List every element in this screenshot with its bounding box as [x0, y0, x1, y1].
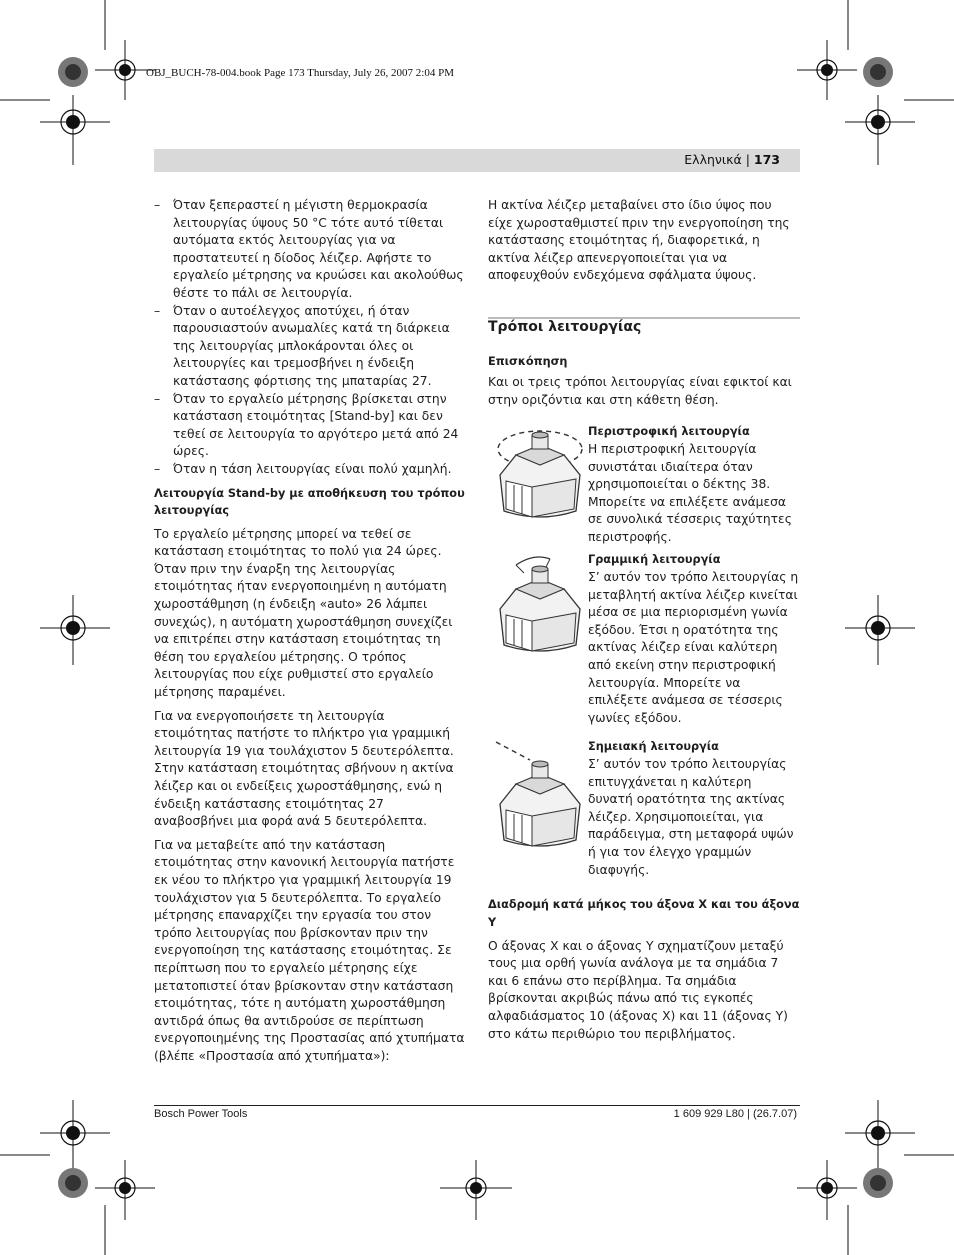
page-header-bar [154, 149, 800, 172]
mode-rotation [488, 423, 800, 551]
header-language: Ελληνικά [684, 152, 742, 167]
overview-heading: Επισκόπηση [488, 354, 568, 368]
header-separator: | [745, 152, 750, 167]
paragraph: Και οι τρεις τρόποι λειτουργίας είναι εφικτοί και στην οριζόντια και στη κάθετη θέση. [488, 375, 792, 407]
left-column [154, 197, 465, 1072]
mode-text: Η περιστροφική λειτουργία συνιστάται ιδιαίτερα όταν χρησιμοποιείται ο δέκτης 38. Μπορείτε να επιλέξετε ανάμεσα σε συνολικά τέσσερις ταχύτητες περιστροφής. [588, 441, 792, 544]
line-laser-illustration [494, 551, 586, 661]
mode-text: Σ’ αυτόν τον τρόπο λειτουργίας η μεταβλητή ακτίνα λέιζερ κινείται μέσα σε μια περιορισμένη γωνία εξόδου. Έτσι η ορατότητα της ακτίνας λέιζερ είναι καλύτερη από εκείνη στην περιστροφική λειτουργία. Μπορείτε να επιλέξετε ανάμεσα σε τέσσερις γωνίες εξόδου. [588, 569, 799, 725]
standby-heading: Λειτουργία Stand-by με αποθήκευση του τρόπου λειτουργίας [154, 486, 465, 518]
file-info-line: OBJ_BUCH-78-004.book Page 173 Thursday, July 26, 2007 2:04 PM [146, 67, 455, 79]
point-laser-illustration [494, 738, 586, 858]
mode-text: Σ’ αυτόν τον τρόπο λειτουργίας επιτυγχάνεται η καλύτερη δυνατή ορατότητα της ακτίνας λέιζερ. Χρησιμοποιείται, για παράδειγμα, στη μεταφορά υψών ή για τον έλεγχο γραμμών διαφυγής. [588, 756, 794, 877]
right-column [488, 197, 800, 1049]
mode-title: Γραμμική λειτουργία [588, 553, 721, 567]
list-item: – Όταν η τάση λειτουργίας είναι πολύ χαμηλή. [154, 461, 452, 476]
paragraph: Για να μεταβείτε από την κατάσταση ετοιμότητας στην κανονική λειτουργία πατήστε εκ νέου το πλήκτρο για γραμμική λειτουργία 19 τουλάχιστον για 5 δευτερόλεπτα. Το εργαλείο μέτρησης επαναρχίζει την εργασία του στον τρόπο λειτουργίας που βρίσκονταν πριν την ενεργοποίηση της κατάστασης ετοιμότητας. Σε περίπτωση που το εργαλείο μέτρησης είχε μετατοπιστεί όταν βρίσκονταν στην κατάσταση ετοιμότητας, τότε η αυτόματη χωροστάθμηση αντιδρά όπως θα αντιδρούσε σε περίπτωση ενεργοποιημένης της Προστασίας από χτυπήματα (βλέπε «Προστασία από χτυπήματα»): [154, 837, 465, 1063]
mode-point [488, 738, 800, 896]
paragraph: Για να ενεργοποιήσετε τη λειτουργία ετοιμότητας πατήστε το πλήκτρο για γραμμική λειτουργία 19 για τουλάχιστον 5 δευτερόλεπτα. Στην κατάσταση ετοιμότητας σβήνουν η ακτίνα λέιζερ και οι ενδείξεις χωροστάθμησης, ενώ η ένδειξη κατάστασης ετοιμότητας 27 αναβοσβήνει μια φορά ανά 5 δευτερόλεπτα. [154, 708, 454, 829]
mode-title: Περιστροφική λειτουργία [588, 425, 750, 439]
header-page-number: 173 [753, 152, 780, 167]
paragraph: Η ακτίνα λέιζερ μεταβαίνει στο ίδιο ύψος που είχε χωροσταθμιστεί πριν την ενεργοποίηση της κατάστασης ετοιμότητας ή, διαφορετικά, η ακτίνα λέιζερ απενεργοποιείται για να αποφευχθούν ενδεχόμενα σφάλματα ύψους. [488, 198, 790, 283]
axis-heading: Διαδρομή κατά μήκος του άξονα X και του άξονα Y [488, 898, 800, 929]
list-item: – Όταν ο αυτοέλεγχος αποτύχει, ή όταν παρουσιαστούν ανωμαλίες κατά τη διάρκεια της λειτουργίας μπλοκάρονται όλες οι λειτουργίες και τρεμοσβήνει η ένδειξη κατάστασης φόρτισης της μπαταρίας 27. [154, 303, 450, 388]
mode-line [488, 551, 800, 738]
footer-doc-number: 1 609 929 L80 | (26.7.07) [673, 1108, 797, 1120]
footer-publisher: Bosch Power Tools [154, 1108, 248, 1120]
page-header-text [684, 152, 780, 167]
paragraph: Το εργαλείο μέτρησης μπορεί να τεθεί σε κατάσταση ετοιμότητας το πολύ για 24 ώρες. Όταν πριν την έναρξη της λειτουργίας ετοιμότητας ήταν ενεργοποιημένη η αυτόματη χωροστάθμηση (η ένδειξη «auto» 26 λάμπει συνεχώς), η αυτόματη χωροστάθμηση συνεχίζει να επιτρέπει στην κατάσταση ετοιμότητας τη θέση του εργαλείου μέτρησης. Ο τρόπος λειτουργίας που είχε ρυθμιστεί στο εργαλείο μέτρησης παραμένει. [154, 526, 453, 700]
section-title: Τρόποι λειτουργίας [488, 318, 642, 335]
mode-title: Σημειακή λειτουργία [588, 740, 719, 754]
rotation-laser-illustration [494, 425, 586, 525]
footer-divider [154, 1105, 800, 1106]
paragraph: Ο άξονας X και ο άξονας Y σχηματίζουν μεταξύ τους μια ορθή γωνία ανάλογα με τα σημάδια 7 και 6 επάνω στο περίβλημα. Τα σημάδια βρίσκονται ακριβώς πάνω από τις εγκοπές αλφαδιάσματος 10 (άξονας X) και 11 (άξονας Y) στο κάτω περιθώριο του περιβλήματος. [488, 938, 788, 1041]
list-item: – Όταν το εργαλείο μέτρησης βρίσκεται στην κατάσταση ετοιμότητας [Stand-by] και δεν τεθεί σε λειτουργία το αργότερο μετά από 24 ώρες. [154, 391, 459, 459]
list-item: – Όταν ξεπεραστεί η μέγιστη θερμοκρασία λειτουργίας ύψους 50 °C τότε αυτό τίθεται αυτόματα εκτός λειτουργίας για να προστατευτεί η δίοδος λέιζερ. Αφήστε το εργαλείο μέτρησης να κρυώσει και ακολούθως θέστε το πάλι σε λειτουργία. [154, 198, 464, 300]
